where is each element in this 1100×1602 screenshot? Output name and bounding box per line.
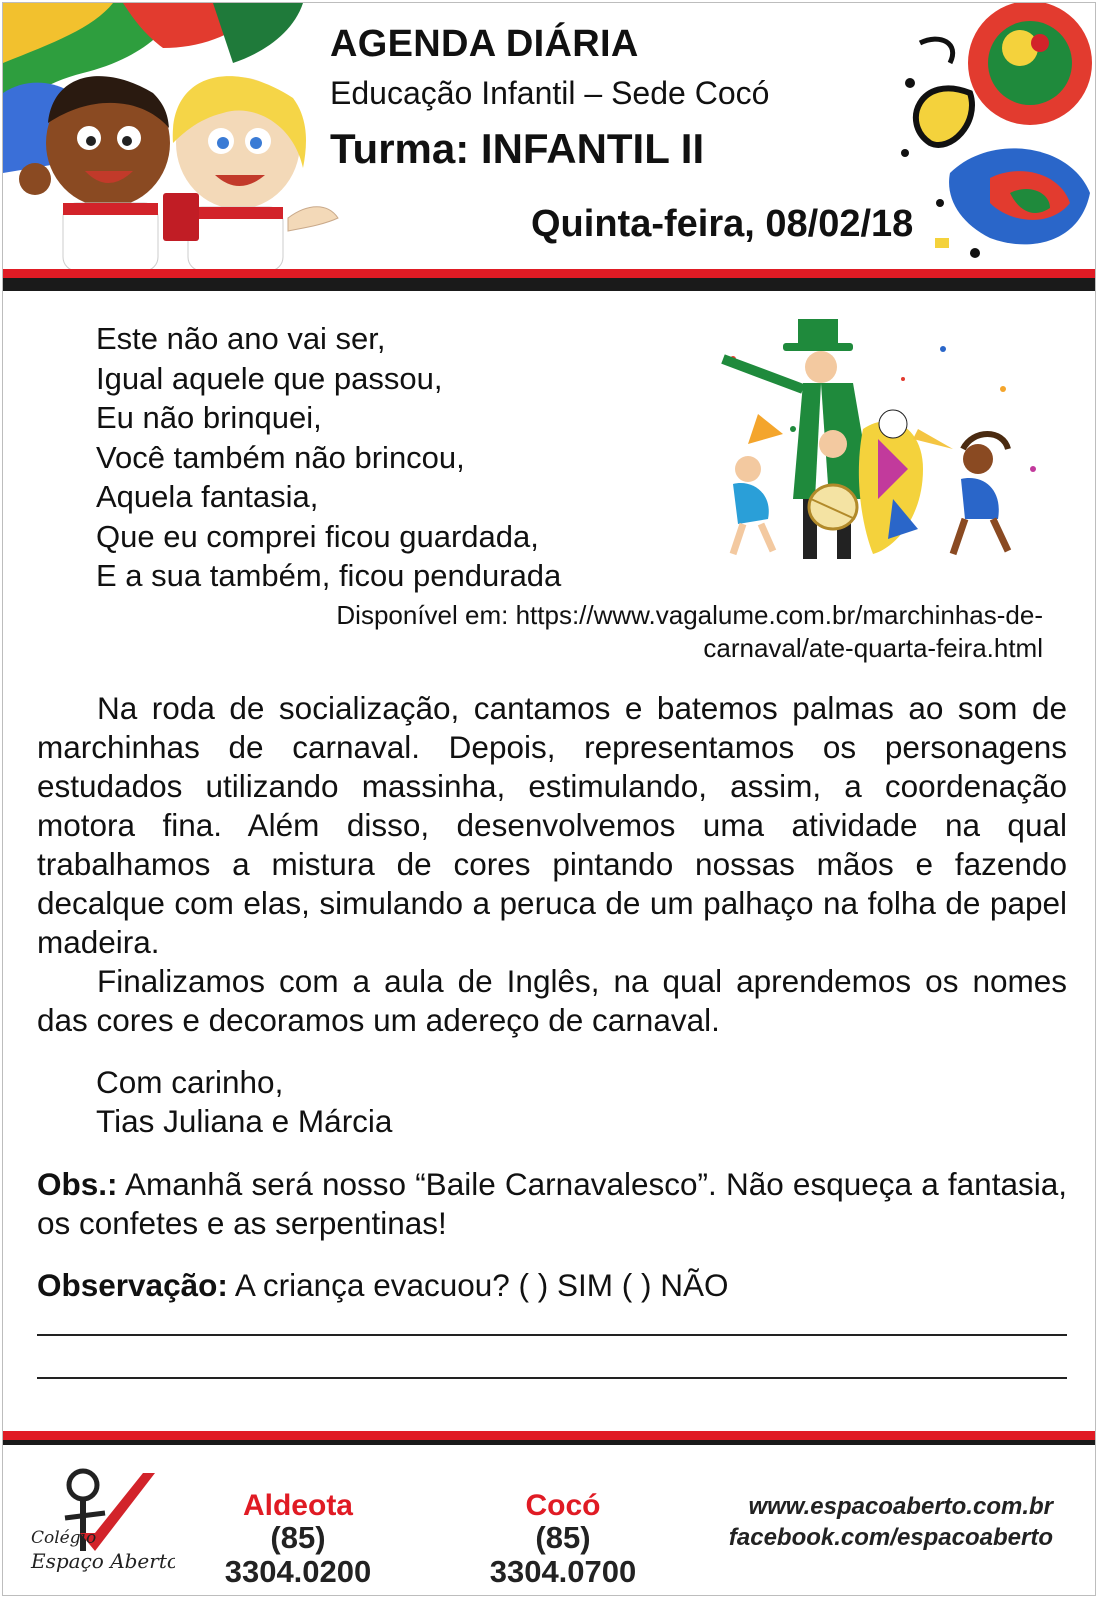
write-line[interactable]	[37, 1377, 1067, 1379]
report-paragraph: Na roda de socialização, cantamos e batemos palmas ao som de marchinhas de carnaval. Depois, representamos os personagens estudados utilizando massinha, estimulando, assim, a coordenação motora fina. Além disso, desenvolvemos uma atividade na qual trabalhamos a mistura de cores pintando nossas mãos e fazendo decalque com elas, simulando a peruca de um palhaço na folha de papel madeira.	[37, 690, 1067, 960]
agenda-subtitle: Educação Infantil – Sede Cocó	[330, 75, 770, 111]
carnival-parade-illustration	[703, 319, 1058, 579]
contact-links	[729, 1491, 1053, 1553]
observacao-question	[37, 1266, 729, 1305]
abstract-art-decoration	[880, 3, 1095, 265]
report-paragraph: Finalizamos com a aula de Inglês, na qual aprendemos os nomes das cores e decoramos um adereço de carnaval.	[37, 963, 1067, 1038]
footer-stripe-red	[3, 1431, 1095, 1440]
closing	[96, 1063, 392, 1141]
header-stripe-black	[3, 278, 1095, 291]
poem-line: Que eu comprei ficou guardada,	[96, 518, 539, 554]
observacao-text: A criança evacuou? ( ) SIM ( ) NÃO	[227, 1267, 729, 1303]
agenda-page	[2, 2, 1096, 1596]
write-line[interactable]	[37, 1334, 1067, 1336]
poem-line: Você também não brincou,	[96, 439, 465, 475]
obs-label: Obs.:	[37, 1166, 118, 1202]
facebook-link[interactable]: facebook.com/espacoaberto	[728, 1524, 1053, 1551]
unit-coco	[458, 1491, 668, 1589]
poem-line: E a sua também, ficou pendurada	[96, 558, 562, 593]
kids-mascot-illustration	[3, 3, 343, 271]
poem-line: Este não ano vai ser,	[96, 321, 386, 356]
agenda-title: AGENDA DIÁRIA	[330, 23, 639, 65]
unit-phone[interactable]: (85) 3304.0200	[224, 1520, 372, 1589]
obs-note	[37, 1165, 1067, 1243]
agenda-date: Quinta-feira, 08/02/18	[531, 203, 914, 245]
class-label: Turma: INFANTIL II	[330, 125, 705, 172]
school-logo-mark	[25, 1463, 175, 1588]
poem-line: Aquela fantasia,	[96, 479, 319, 514]
daily-report	[37, 689, 1067, 1040]
logo-text-bottom: Espaço Aberto	[31, 1549, 175, 1573]
observacao-label: Observação:	[37, 1267, 228, 1303]
source-line: Disponível em: https://www.vagalume.com.br/marchinhas-de-	[336, 600, 1043, 630]
header	[3, 3, 1095, 293]
school-logo	[25, 1463, 175, 1588]
unit-name: Aldeota	[242, 1489, 353, 1522]
source-line: carnaval/ate-quarta-feira.html	[703, 633, 1043, 663]
footer-stripe-black	[3, 1440, 1095, 1445]
website-link[interactable]: www.espacoaberto.com.br	[748, 1493, 1053, 1520]
logo-text-top: Colégio	[31, 1528, 97, 1548]
closing-signature: Tias Juliana e Márcia	[96, 1103, 393, 1139]
unit-name: Cocó	[525, 1489, 601, 1522]
poem-line: Igual aquele que passou,	[96, 360, 443, 396]
obs-text: Amanhã será nosso “Baile Carnavalesco”. Não esqueça a fantasia, os confetes e as serpentinas!	[37, 1166, 1067, 1241]
unit-phone[interactable]: (85) 3304.0700	[489, 1520, 637, 1589]
poem-source	[203, 599, 1043, 665]
unit-aldeota	[193, 1491, 403, 1589]
poem-line: Eu não brinquei,	[96, 400, 322, 435]
closing-greeting: Com carinho,	[96, 1064, 284, 1100]
header-stripe-red	[3, 269, 1095, 278]
poem	[96, 319, 561, 596]
